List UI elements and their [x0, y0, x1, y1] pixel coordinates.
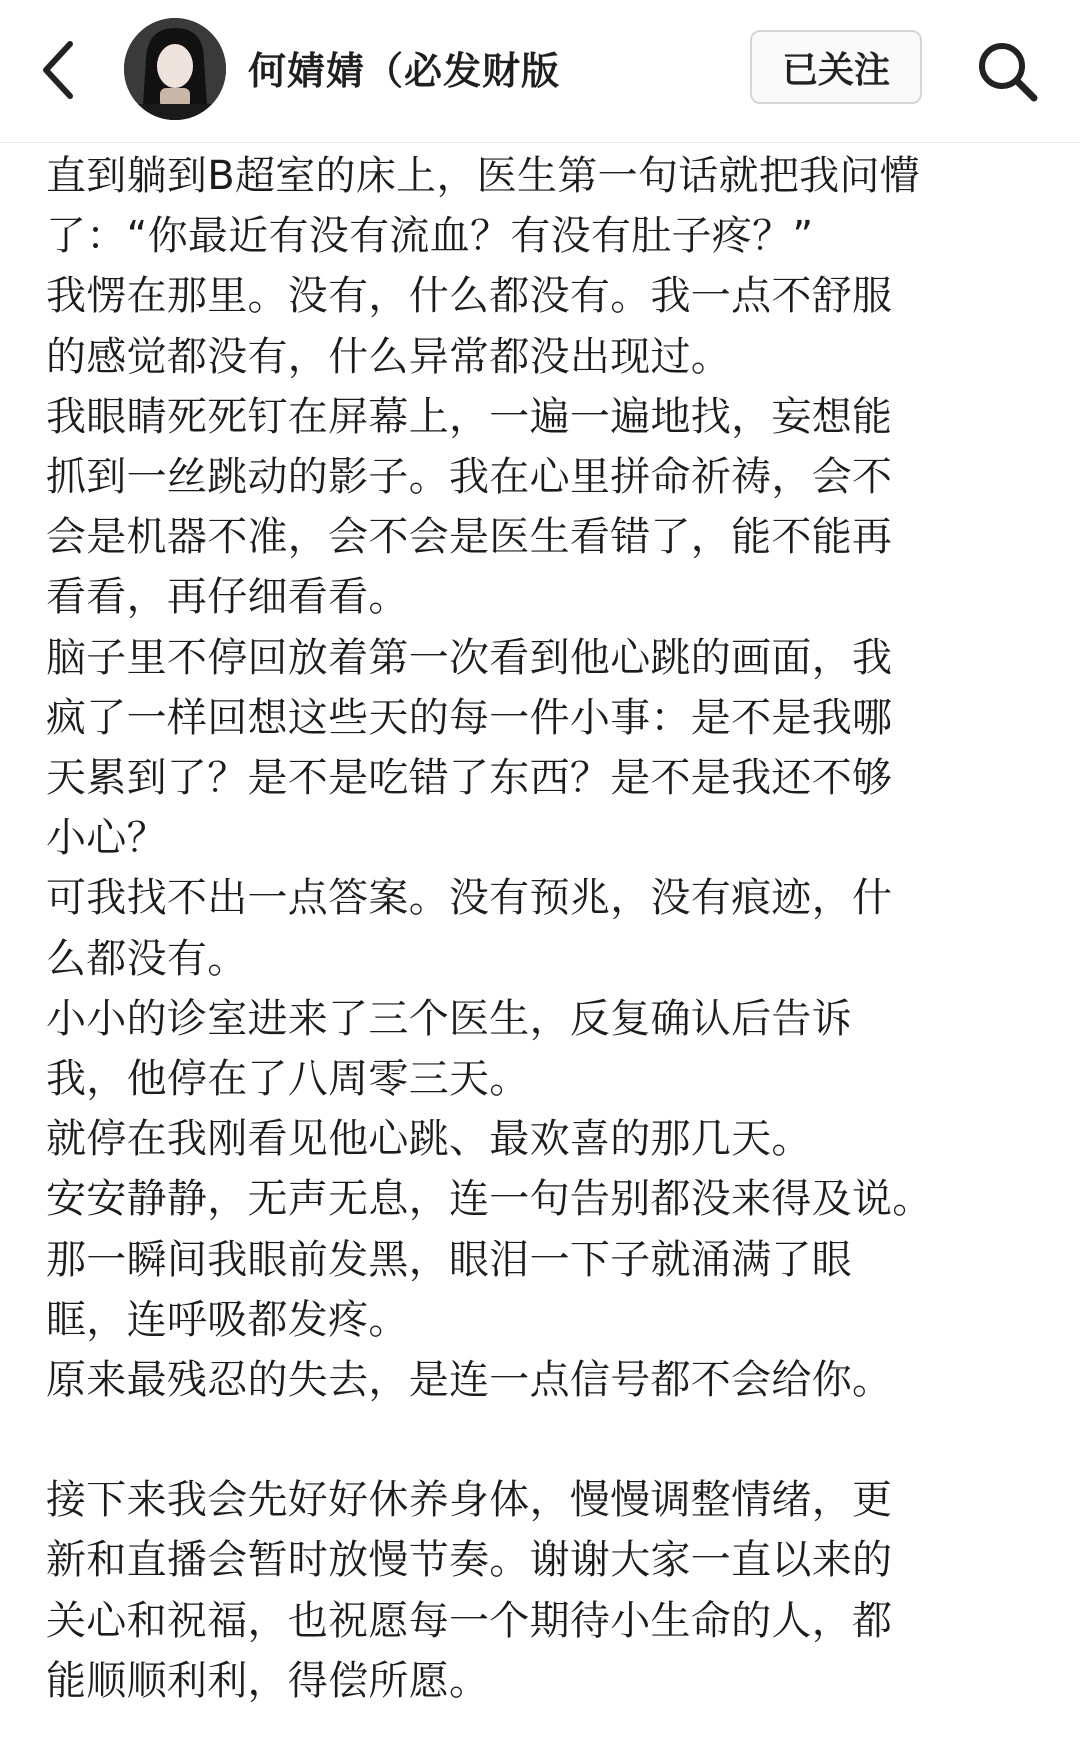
post-line: 可我找不出一点答案。没有预兆，没有痕迹，什 [46, 875, 893, 922]
closing-line: 关心和祝福，也祝愿每一个期待小生命的人，都 [46, 1597, 893, 1644]
paragraph-gap [46, 1410, 1046, 1470]
closing-line: 新和直播会暂时放慢节奏。谢谢大家一直以来的 [46, 1537, 893, 1584]
chevron-left-icon [36, 30, 96, 110]
post-line: 眶，连呼吸都发疼。 [46, 1296, 409, 1343]
avatar[interactable] [124, 18, 226, 120]
post-line: 小小的诊室进来了三个医生，反复确认后告诉 [46, 995, 852, 1042]
closing-line: 能顺顺利利，得偿所愿。 [46, 1657, 490, 1704]
top-bar [0, 0, 1080, 143]
post-line: 疯了一样回想这些天的每一件小事：是不是我哪 [46, 694, 893, 741]
post-line: 我，他停在了八周零三天。 [46, 1056, 530, 1103]
post-line: 么都没有。 [46, 935, 248, 982]
back-button[interactable] [36, 30, 96, 110]
following-button[interactable]: 已关注 [750, 30, 922, 104]
post-line: 我眼睛死死钉在屏幕上，一遍一遍地找，妄想能 [46, 393, 893, 440]
post-line: 小心？ [46, 815, 167, 862]
closing-line: 接下来我会先好好休养身体，慢慢调整情绪，更 [46, 1477, 893, 1524]
post-line: 就停在我刚看见他心跳、最欢喜的那几天。 [46, 1116, 812, 1163]
post-line: 原来最残忍的失去，是连一点信号都不会给你。 [46, 1357, 893, 1404]
post-line: 天累到了？是不是吃错了东西？是不是我还不够 [46, 755, 893, 802]
search-button[interactable] [972, 36, 1042, 106]
post-line: 抓到一丝跳动的影子。我在心里拼命祈祷，会不 [46, 454, 893, 501]
post-line: 会是机器不准，会不会是医生看错了，能不能再 [46, 514, 893, 561]
post-line: 直到躺到B超室的床上，医生第一句话就把我问懵 [46, 153, 921, 199]
search-icon [972, 36, 1042, 106]
post-line: 看看，再仔细看看。 [46, 574, 409, 621]
post-body [46, 146, 1046, 1711]
post-line: 了：“你最近有没有流血？有没有肚子疼？” [46, 213, 814, 260]
post-line: 那一瞬间我眼前发黑，眼泪一下子就涌满了眼 [46, 1236, 852, 1283]
post-line: 脑子里不停回放着第一次看到他心跳的画面，我 [46, 634, 893, 681]
post-line: 我愣在那里。没有，什么都没有。我一点不舒服 [46, 273, 893, 320]
post-line: 的感觉都没有，什么异常都没出现过。 [46, 333, 732, 380]
username[interactable]: 何婧婧（必发财版 [248, 49, 561, 93]
post-line: 安安静静，无声无息，连一句告别都没来得及说。 [46, 1176, 933, 1223]
